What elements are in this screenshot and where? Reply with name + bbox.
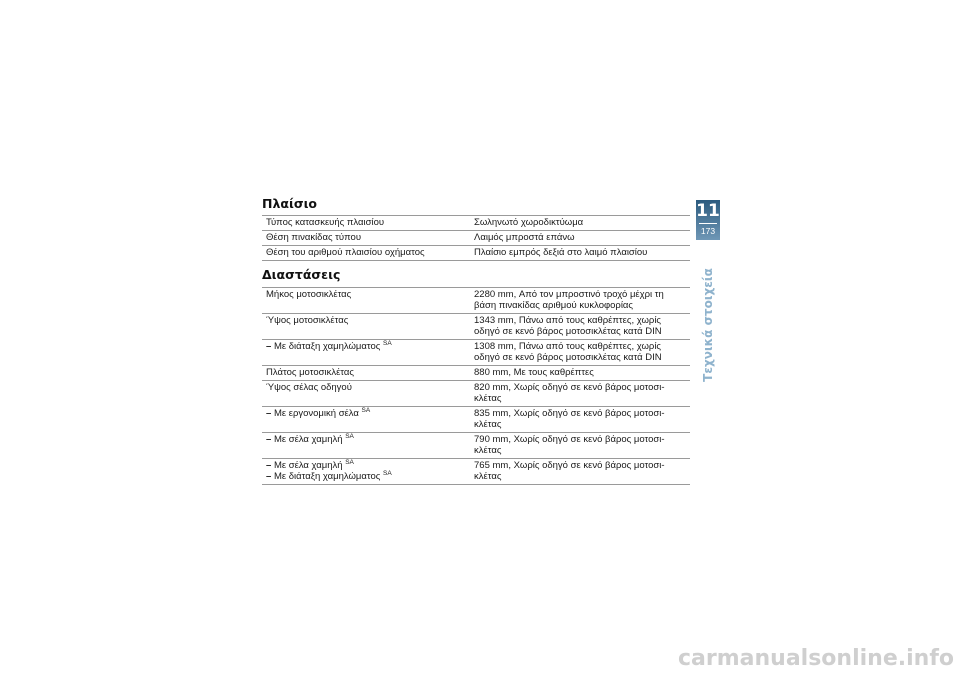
- table-row: [262, 433, 690, 459]
- frame-section-title: Πλαίσιο: [262, 196, 318, 211]
- spec-label: Θέση του αριθμού πλαισίου οχήματος: [266, 247, 425, 258]
- spec-value-line: κλέτας: [474, 445, 502, 456]
- spec-label: [262, 407, 472, 433]
- spec-value: Σωληνωτό χωροδικτύωμα: [474, 217, 584, 228]
- spec-value-line: 835 mm, Χωρίς οδηγό σε κενό βάρος μοτοσι-: [474, 408, 665, 419]
- dash-marker: –: [266, 408, 272, 419]
- dimensions-section-title: Διαστάσεις: [262, 267, 341, 282]
- spec-value-line: 765 mm, Χωρίς οδηγό σε κενό βάρος μοτοσι-: [474, 460, 665, 471]
- table-row: [262, 246, 690, 261]
- sa-superscript: SA: [383, 340, 392, 347]
- spec-label-text: Με διάταξη χαμηλώματος: [273, 341, 381, 352]
- sa-superscript: SA: [383, 470, 392, 477]
- sa-superscript: SA: [345, 433, 354, 440]
- table-row: [262, 381, 690, 407]
- spec-label: Τύπος κατασκευής πλαισίου: [266, 217, 385, 228]
- table-row: [262, 231, 690, 246]
- spec-value-line: 820 mm, Χωρίς οδηγό σε κενό βάρος μοτοσι-: [474, 382, 665, 393]
- spec-value: Πλαίσιο εμπρός δεξιά στο λαιμό πλαισίου: [474, 247, 648, 258]
- sa-superscript: SA: [361, 407, 371, 414]
- spec-value: [472, 407, 690, 433]
- spec-value-line: κλέτας: [474, 393, 502, 404]
- spec-value: [472, 288, 690, 314]
- chapter-divider: [699, 223, 717, 224]
- spec-value: [472, 340, 690, 366]
- spec-label-text: Με σέλα χαμηλή: [273, 434, 343, 445]
- spec-value-line: οδηγό σε κενό βάρος μοτοσικλέτας κατά DIN: [474, 326, 662, 337]
- dash-marker: –: [266, 471, 272, 482]
- watermark-text: carmanualsonline.info: [678, 646, 954, 671]
- spec-value-line: 2280 mm, Από τον μπροστινό τροχό μέχρι τη: [474, 289, 664, 300]
- spec-value: [472, 366, 690, 381]
- spec-label-line: [266, 460, 472, 471]
- spec-value: [472, 314, 690, 340]
- table-row: [262, 288, 690, 314]
- sa-superscript: SA: [345, 459, 354, 466]
- table-row: [262, 314, 690, 340]
- spec-label-text: Με εργονομική σέλα: [273, 408, 359, 419]
- table-row: [262, 459, 690, 485]
- spec-value-line: κλέτας: [474, 419, 502, 430]
- spec-value: [472, 433, 690, 459]
- page-content: [262, 196, 690, 485]
- dash-marker: –: [266, 341, 272, 352]
- spec-label: Ύψος σέλας οδηγού: [266, 382, 352, 393]
- table-row: [262, 366, 690, 381]
- chapter-vertical-title: [696, 268, 720, 382]
- spec-label: [262, 340, 472, 366]
- spec-label: [262, 459, 472, 485]
- chapter-title-text: Τεχνικά στοιχεία: [701, 268, 716, 382]
- spec-label: [262, 433, 472, 459]
- spec-label: Θέση πινακίδας τύπου: [266, 232, 362, 243]
- dash-marker: –: [266, 460, 272, 471]
- chapter-tab: [696, 200, 720, 240]
- table-row: [262, 407, 690, 433]
- spec-value: [472, 381, 690, 407]
- spec-value-line: 1308 mm, Πάνω από τους καθρέπτες, χωρίς: [474, 341, 662, 352]
- table-row: [262, 340, 690, 366]
- spec-label-text: Με σέλα χαμηλή: [273, 460, 343, 471]
- spec-value: Λαιμός μπροστά επάνω: [474, 232, 575, 243]
- spec-value-line: 880 mm, Με τους καθρέπτες: [474, 367, 594, 378]
- spec-value-line: βάση πινακίδας αριθμού κυκλοφορίας: [474, 300, 634, 311]
- table-row: [262, 216, 690, 231]
- dimensions-spec-table: [262, 287, 690, 485]
- spec-label-text: Με διάταξη χαμηλώματος: [273, 471, 381, 482]
- spec-label-line: [266, 471, 472, 482]
- spec-value-line: 1343 mm, Πάνω από τους καθρέπτες, χωρίς: [474, 315, 662, 326]
- dash-marker: –: [266, 434, 272, 445]
- spec-label: Πλάτος μοτοσικλέτας: [266, 367, 355, 378]
- spec-value-line: κλέτας: [474, 471, 502, 482]
- chapter-number: 11: [696, 201, 720, 221]
- spec-value-line: οδηγό σε κενό βάρος μοτοσικλέτας κατά DIN: [474, 352, 662, 363]
- page-number: 173: [700, 226, 716, 236]
- spec-label: Ύψος μοτοσικλέτας: [266, 315, 349, 326]
- spec-value: [472, 459, 690, 485]
- frame-spec-table: [262, 215, 690, 261]
- spec-value-line: 790 mm, Χωρίς οδηγό σε κενό βάρος μοτοσι-: [474, 434, 665, 445]
- spec-label: Μήκος μοτοσικλέτας: [266, 289, 352, 300]
